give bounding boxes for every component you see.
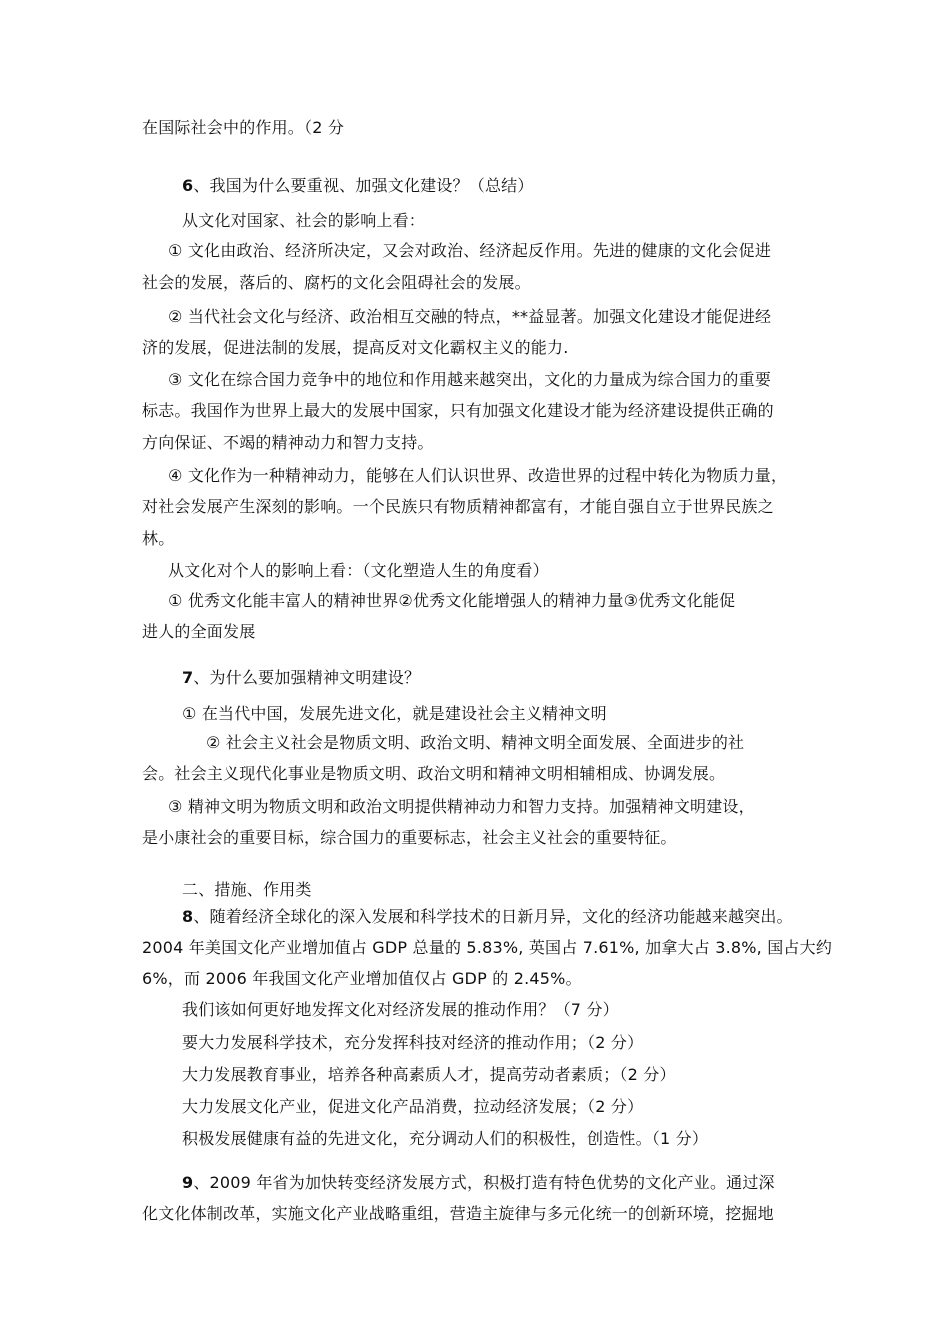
question-number: 9 [182, 1173, 194, 1192]
text-line: ① 在当代中国，发展先进文化，就是建设社会主义精神文明 [182, 704, 607, 723]
text-line: 6%，而 2006 年我国文化产业增加值仅占 GDP 的 2.45%。 [142, 969, 582, 988]
question-number: 6 [182, 176, 194, 195]
question-8-heading [182, 906, 793, 928]
section-heading: 二、措施、作用类 [182, 880, 312, 899]
text-line: 标志。我国作为世界上最大的发展中国家，只有加强文化建设才能为经济建设提供正确的 [142, 401, 774, 420]
text-line: 是小康社会的重要目标，综合国力的重要标志，社会主义社会的重要特征。 [142, 828, 677, 847]
text-line: ② 当代社会文化与经济、政治相互交融的特点，**益显著。加强文化建设才能促进经 [168, 307, 772, 326]
text-line: 对社会发展产生深刻的影响。一个民族只有物质精神都富有，才能自强自立于世界民族之 [142, 497, 774, 516]
text-line: 大力发展教育事业，培养各种高素质人才，提高劳动者素质；（2 分） [182, 1065, 676, 1084]
question-title: 、2009 年省为加快转变经济发展方式，积极打造有特色优势的文化产业。通过深 [193, 1173, 775, 1192]
question-9-heading [182, 1172, 775, 1194]
text-line: 济的发展，促进法制的发展，提高反对文化霸权主义的能力. [142, 338, 569, 357]
question-title: 、为什么要加强精神文明建设？ [193, 668, 421, 687]
text-line: 我们该如何更好地发挥文化对经济发展的推动作用？（7 分） [182, 1000, 619, 1019]
question-number: 7 [182, 668, 194, 687]
text-line: 社会的发展，落后的、腐朽的文化会阻碍社会的发展。 [142, 273, 531, 292]
text-line: 积极发展健康有益的先进文化，充分调动人们的积极性，创造性。（1 分） [182, 1129, 709, 1148]
text-line: ③ 精神文明为物质文明和政治文明提供精神动力和智力支持。加强精神文明建设， [168, 797, 755, 816]
text-line: 会。社会主义现代化事业是物质文明、政治文明和精神文明相辅相成、协调发展。 [142, 764, 726, 783]
text-line: ④ 文化作为一种精神动力，能够在人们认识世界、改造世界的过程中转化为物质力量， [168, 466, 788, 485]
text-line: ① 优秀文化能丰富人的精神世界②优秀文化能增强人的精神力量③优秀文化能促 [168, 591, 736, 610]
text-line: 2004 年美国文化产业增加值占 GDP 总量的 5.83%, 英国占 7.61%, 加拿大占 3.8%, 国占大约 [142, 938, 833, 957]
text-line: 在国际社会中的作用。（2 分 [142, 118, 345, 137]
text-line: ② 社会主义社会是物质文明、政治文明、精神文明全面发展、全面进步的社 [206, 733, 745, 752]
text-line: 从文化对个人的影响上看：（文化塑造人生的角度看） [168, 561, 549, 580]
text-line: 化文化体制改革，实施文化产业战略重组，营造主旋律与多元化统一的创新环境，挖掘地 [142, 1204, 774, 1223]
question-title: 、随着经济全球化的深入发展和科学技术的日新月异，文化的经济功能越来越突出。 [193, 907, 793, 926]
question-7-heading [182, 667, 420, 689]
text-line: 要大力发展科学技术，充分发挥科技对经济的推动作用；（2 分） [182, 1033, 644, 1052]
text-line: 大力发展文化产业，促进文化产品消费，拉动经济发展；（2 分） [182, 1097, 644, 1116]
question-6-heading [182, 175, 534, 197]
question-title: 、我国为什么要重视、加强文化建设？（总结） [193, 176, 534, 195]
text-line: 进人的全面发展 [142, 622, 256, 641]
text-line: ③ 文化在综合国力竞争中的地位和作用越来越突出，文化的力量成为综合国力的重要 [168, 370, 772, 389]
text-line: 林。 [142, 529, 175, 548]
text-line: ① 文化由政治、经济所决定，又会对政治、经济起反作用。先进的健康的文化会促进 [168, 241, 772, 260]
question-number: 8 [182, 907, 194, 926]
text-line: 从文化对国家、社会的影响上看： [182, 211, 426, 230]
text-line: 方向保证、不竭的精神动力和智力支持。 [142, 433, 434, 452]
